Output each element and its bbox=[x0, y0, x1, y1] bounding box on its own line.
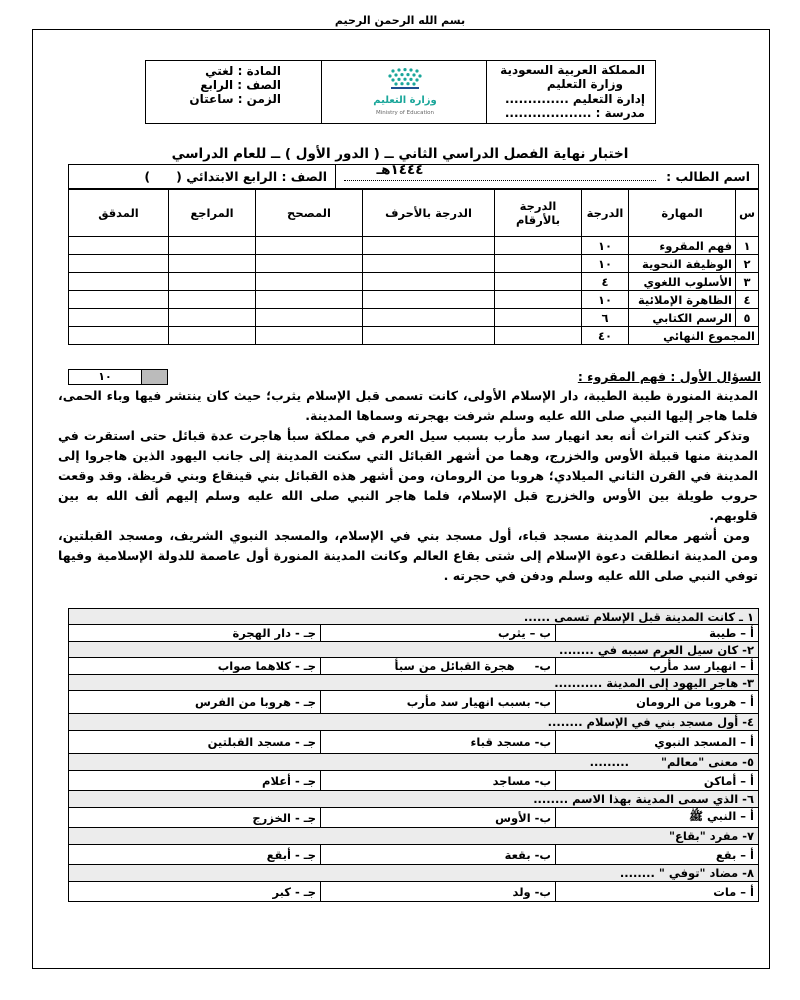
grades-table bbox=[68, 189, 759, 345]
col-auditor-header: المدقق bbox=[69, 190, 169, 237]
col-number-header: س bbox=[736, 190, 759, 237]
row-skill: الوظيفة النحوية bbox=[629, 255, 736, 273]
score-digits-cell[interactable] bbox=[495, 327, 582, 345]
col-digits-header: الدرجة بالأرقام bbox=[495, 190, 582, 237]
row-skill: فهم المقروء bbox=[629, 237, 736, 255]
score-digits-cell[interactable] bbox=[495, 273, 582, 291]
directorate-line: إدارة التعليم .............. bbox=[504, 92, 645, 106]
corrector-cell[interactable] bbox=[256, 255, 363, 273]
grades-row bbox=[69, 255, 759, 273]
mcq-question-row bbox=[69, 754, 759, 771]
reviewer-cell[interactable] bbox=[169, 255, 256, 273]
score-digits-cell[interactable] bbox=[495, 291, 582, 309]
option-a[interactable]: أ – المسجد النبوي bbox=[556, 731, 759, 754]
student-name-label: اسم الطالب : bbox=[666, 169, 750, 184]
mcq-question: ٥- معنى "معالم" ......... bbox=[69, 754, 759, 771]
row-number: ٥ bbox=[736, 309, 759, 327]
option-a[interactable]: أ – بقع bbox=[556, 845, 759, 865]
total-label: المجموع النهائي bbox=[629, 327, 759, 345]
mcq-options-row bbox=[69, 882, 759, 902]
option-c[interactable]: جـ - أبقع bbox=[69, 845, 321, 865]
header-ministry-cell bbox=[486, 61, 655, 123]
ministry-logo-icon bbox=[355, 65, 455, 121]
option-a[interactable]: أ – انهيار سد مأرب bbox=[556, 658, 759, 675]
time-line: الزمن : ساعتان bbox=[189, 92, 281, 106]
row-number: ٣ bbox=[736, 273, 759, 291]
option-b[interactable]: ب- ولد bbox=[321, 882, 556, 902]
option-c[interactable]: جـ - كبر bbox=[69, 882, 321, 902]
reviewer-cell[interactable] bbox=[169, 273, 256, 291]
grades-row bbox=[69, 237, 759, 255]
grades-header-row bbox=[69, 190, 759, 237]
auditor-cell[interactable] bbox=[69, 291, 169, 309]
option-c[interactable]: جـ - مسجد القبلتين bbox=[69, 731, 321, 754]
row-skill: الظاهرة الإملائية bbox=[629, 291, 736, 309]
mcq-question-row bbox=[69, 828, 759, 845]
question1-heading: السؤال الأول : فهم المقروء : bbox=[577, 369, 761, 384]
kingdom-line: المملكة العربية السعودية bbox=[500, 63, 645, 77]
mcq-options-row bbox=[69, 808, 759, 828]
mcq-options-row bbox=[69, 691, 759, 714]
header-box bbox=[145, 60, 656, 124]
option-b[interactable]: ب- مساجد bbox=[321, 771, 556, 791]
mcq-question-row bbox=[69, 675, 759, 691]
student-info-bar bbox=[68, 164, 759, 189]
option-a[interactable]: أ – أماكن bbox=[556, 771, 759, 791]
passage-paragraph: المدينة المنورة طيبة الطيبة، دار الإسلام الأولى، كانت تسمى قبل الإسلام يثرب؛ حيث كان ينتشر فيها وباء الحمى، فلما هاجر إليها النبي صلى الله عليه وسلم شرفت بهجرته وسماها المدينة. bbox=[58, 388, 758, 423]
option-c[interactable]: جـ - كلاهما صواب bbox=[69, 658, 321, 675]
reviewer-cell[interactable] bbox=[169, 291, 256, 309]
row-max-score: ٦ bbox=[582, 309, 629, 327]
col-reviewer-header: المراجع bbox=[169, 190, 256, 237]
row-max-score: ١٠ bbox=[582, 291, 629, 309]
score-letters-cell[interactable] bbox=[363, 309, 495, 327]
mcq-question-row bbox=[69, 791, 759, 808]
score-letters-cell[interactable] bbox=[363, 255, 495, 273]
total-value: ٤٠ bbox=[582, 327, 629, 345]
question1-score-box bbox=[68, 369, 168, 385]
score-letters-cell[interactable] bbox=[363, 237, 495, 255]
reviewer-cell[interactable] bbox=[169, 327, 256, 345]
mcq-table bbox=[68, 608, 759, 902]
grades-row bbox=[69, 309, 759, 327]
score-letters-cell[interactable] bbox=[363, 291, 495, 309]
mcq-options-row bbox=[69, 771, 759, 791]
option-c[interactable]: جـ - دار الهجرة bbox=[69, 625, 321, 642]
mcq-options-row bbox=[69, 658, 759, 675]
option-c[interactable]: جـ - الخزرج bbox=[69, 808, 321, 828]
logo-english-text: Ministry of Education bbox=[375, 110, 435, 116]
row-skill: الأسلوب اللغوي bbox=[629, 273, 736, 291]
option-c[interactable]: جـ - هروبا من الفرس bbox=[69, 691, 321, 714]
mcq-question: ٨- مضاد "توفي " ........ bbox=[69, 865, 759, 882]
row-skill: الرسم الكتابي bbox=[629, 309, 736, 327]
option-b[interactable]: ب – يثرب bbox=[321, 625, 556, 642]
header-subject-cell bbox=[146, 61, 322, 123]
score-digits-cell[interactable] bbox=[495, 255, 582, 273]
corrector-cell[interactable] bbox=[256, 237, 363, 255]
grades-row bbox=[69, 273, 759, 291]
option-b[interactable]: ب- هجرة القبائل من سبأ bbox=[321, 658, 556, 675]
option-a[interactable]: أ – مات bbox=[556, 882, 759, 902]
subject-line: المادة : لغتي bbox=[205, 64, 281, 78]
mcq-question: ١ ـ كانت المدينة قبل الإسلام تسمى ...... bbox=[69, 609, 759, 625]
row-max-score: ٤ bbox=[582, 273, 629, 291]
reviewer-cell[interactable] bbox=[169, 237, 256, 255]
score-letters-cell[interactable] bbox=[363, 327, 495, 345]
mcq-question: ٦- الذي سمى المدينة بهذا الاسم ........ bbox=[69, 791, 759, 808]
option-b[interactable]: ب- بسبب انهيار سد مأرب bbox=[321, 691, 556, 714]
grade-line: الصف : الرابع bbox=[200, 78, 281, 92]
grade-cell bbox=[69, 165, 336, 188]
option-b[interactable]: ب- بقعة bbox=[321, 845, 556, 865]
mcq-options-row bbox=[69, 731, 759, 754]
col-letters-header: الدرجة بالأحرف bbox=[363, 190, 495, 237]
exam-title: اختبار نهاية الفصل الدراسي الثاني ــ ( الدور الأول ) ــ للعام الدراسي ١٤٤٤هـ bbox=[171, 146, 629, 178]
auditor-cell[interactable] bbox=[69, 255, 169, 273]
option-b[interactable]: ب- مسجد قباء bbox=[321, 731, 556, 754]
passage-paragraph: وتذكر كتب التراث أنه بعد انهيار سد مأرب بسبب سيل العرم في مملكة سبأ هاجرت عدة قبائل حتى استقرت في المدينة منها قبيلة الأوس والخزرج، وهما من أشهر القبائل التي سكنت المدينة إلى جانب اليهود الذين هاجروا إلى المدينة في القرن الثاني الميلادي؛ هروبا من الرومان، ومن أشهر هذه القبائل بني قينقاع وبني قريظة. وقد وقعت حروب طويلة بين الأوس والخزرج قبل الإسلام، فلما هاجر النبي صلى الله عليه وسلم إليهم ألف الله به بين قلوبهم. bbox=[58, 428, 758, 523]
question1-score: ١٠ bbox=[69, 370, 142, 384]
row-number: ٢ bbox=[736, 255, 759, 273]
corrector-cell[interactable] bbox=[256, 309, 363, 327]
score-digits-cell[interactable] bbox=[495, 237, 582, 255]
score-letters-cell[interactable] bbox=[363, 273, 495, 291]
mcq-question-row bbox=[69, 642, 759, 658]
mcq-question: ٤- أول مسجد بني في الإسلام ........ bbox=[69, 714, 759, 731]
ministry-line: وزارة التعليم bbox=[546, 77, 623, 91]
student-name-field[interactable] bbox=[344, 180, 656, 181]
option-c[interactable]: جـ - أعلام bbox=[69, 771, 321, 791]
auditor-cell[interactable] bbox=[69, 309, 169, 327]
auditor-cell[interactable] bbox=[69, 273, 169, 291]
grades-total-row bbox=[69, 327, 759, 345]
corrector-cell[interactable] bbox=[256, 291, 363, 309]
mcq-question: ٧- مفرد "بقاع" bbox=[69, 828, 759, 845]
option-b[interactable]: ب- الأوس bbox=[321, 808, 556, 828]
reading-passage bbox=[58, 386, 758, 586]
mcq-question-row bbox=[69, 865, 759, 882]
col-max-header: الدرجة bbox=[582, 190, 629, 237]
mcq-question: ٢- كان سيل العرم سببه في ........ bbox=[69, 642, 759, 658]
auditor-cell[interactable] bbox=[69, 327, 169, 345]
mcq-question: ٣- هاجر اليهود إلى المدينة ........... bbox=[69, 675, 759, 691]
header-logo-cell bbox=[321, 61, 487, 123]
option-a[interactable]: أ – طيبة bbox=[556, 625, 759, 642]
logo-arabic-text: وزارة التعليم bbox=[373, 95, 437, 106]
auditor-cell[interactable] bbox=[69, 237, 169, 255]
row-max-score: ١٠ bbox=[582, 255, 629, 273]
col-corrector-header: المصحح bbox=[256, 190, 363, 237]
reviewer-cell[interactable] bbox=[169, 309, 256, 327]
grades-row bbox=[69, 291, 759, 309]
corrector-cell[interactable] bbox=[256, 327, 363, 345]
mcq-options-row bbox=[69, 845, 759, 865]
grade-label: الصف : الرابع الابتدائي ( ) bbox=[144, 169, 327, 184]
mcq-options-row bbox=[69, 625, 759, 642]
col-skill-header: المهارة bbox=[629, 190, 736, 237]
basmala: بسم الله الرحمن الرحيم bbox=[334, 14, 466, 27]
row-max-score: ١٠ bbox=[582, 237, 629, 255]
passage-paragraph: ومن أشهر معالم المدينة مسجد قباء، أول مسجد بني في الإسلام، والمسجد النبوي الشريف، ومسجد القبلتين، ومن المدينة انطلقت دعوة الإسلام إلى شتى بقاع العالم وكانت المدينة المنورة أول عاصمة للدولة الإسلامية وفيها توفي النبي صلى الله عليه وسلم ودفن في حجرته . bbox=[58, 528, 758, 583]
option-a[interactable]: أ – هروبا من الرومان bbox=[556, 691, 759, 714]
option-a[interactable]: أ – النبي ﷺ bbox=[556, 808, 759, 828]
row-number: ١ bbox=[736, 237, 759, 255]
row-number: ٤ bbox=[736, 291, 759, 309]
score-digits-cell[interactable] bbox=[495, 309, 582, 327]
mcq-question-row bbox=[69, 609, 759, 625]
corrector-cell[interactable] bbox=[256, 273, 363, 291]
mcq-question-row bbox=[69, 714, 759, 731]
school-line: مدرسة : ................... bbox=[504, 106, 645, 120]
